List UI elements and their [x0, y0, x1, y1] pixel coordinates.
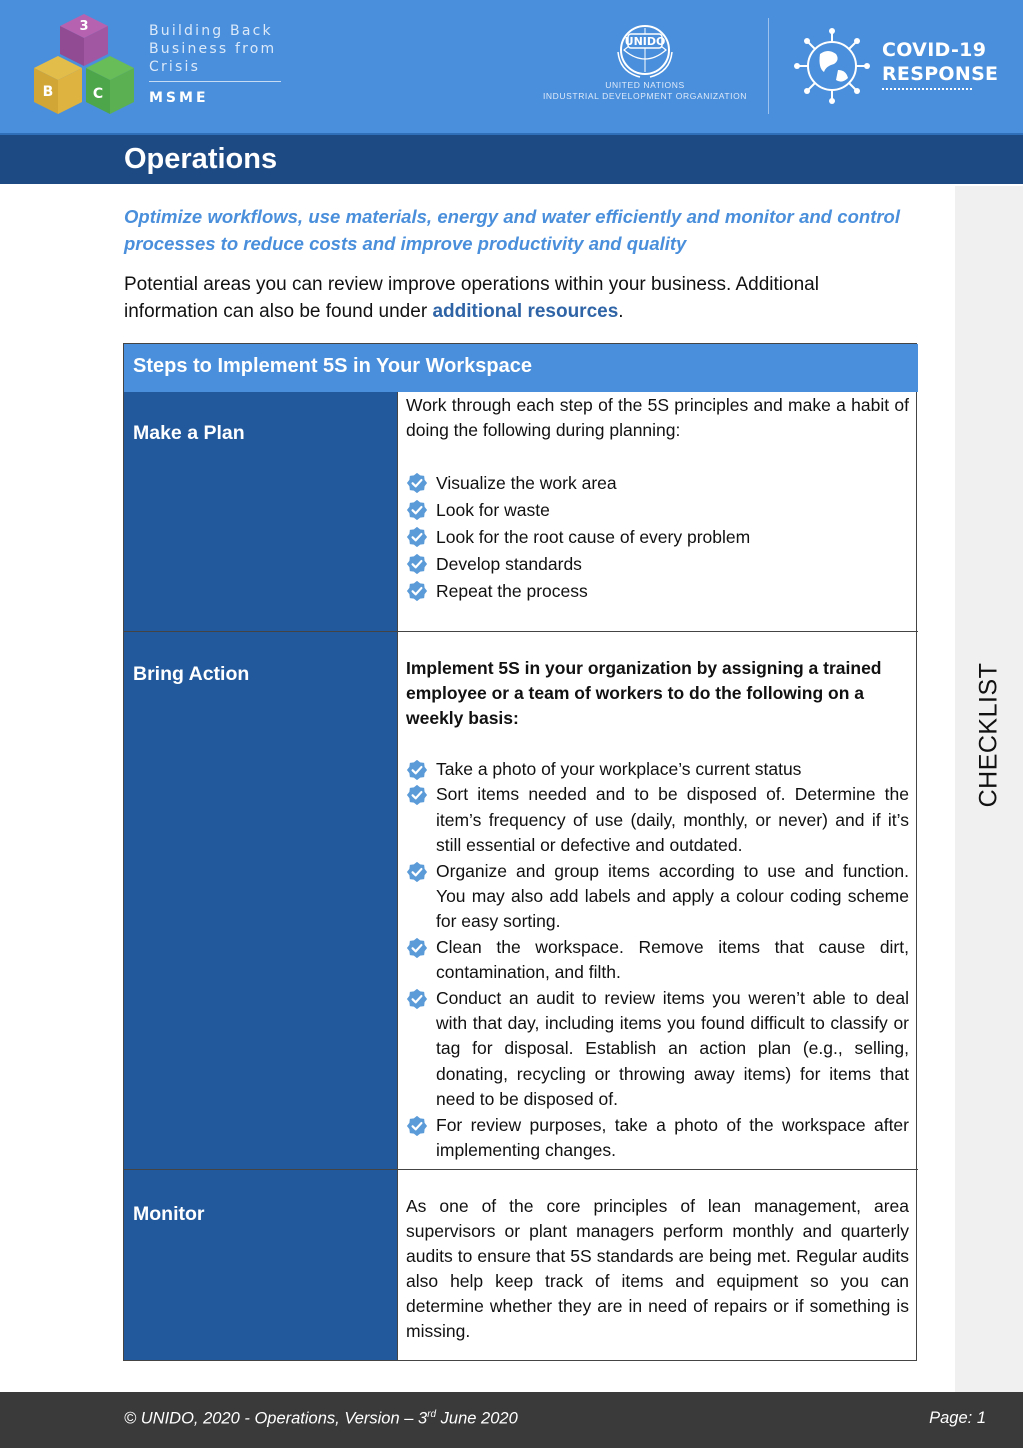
footer-date: June 2020 [436, 1409, 518, 1428]
steps-table [123, 343, 917, 1361]
verified-check-icon [406, 861, 428, 883]
list-item [406, 551, 909, 578]
logo-divider [149, 81, 281, 82]
verified-check-icon [406, 499, 428, 521]
row-content-cell [398, 1170, 918, 1360]
verified-check-icon [406, 553, 428, 575]
list-item-text: Visualize the work area [436, 473, 617, 493]
list-item-text: Clean the workspace. Remove items that cause dirt, contamination, and filth. [436, 936, 909, 983]
verified-check-icon [406, 937, 428, 959]
page-footer [0, 1392, 1023, 1448]
verified-check-icon [406, 1115, 428, 1137]
list-item-text: Sort items needed and to be disposed of. Determine the item’s frequency of use (daily, monthly, or never) and if it’s still essential or defective and outdated. [436, 784, 909, 856]
covid-underline [882, 88, 972, 90]
list-item [406, 1113, 909, 1164]
list-item-text: For review purposes, take a photo of the workspace after implementing changes. [436, 1114, 909, 1161]
checklist [406, 757, 909, 1164]
row-label: Bring Action [133, 663, 250, 685]
unido-emblem [610, 22, 680, 80]
covid-globe-emblem [790, 24, 874, 108]
list-item [406, 470, 909, 497]
page-title: Operations [124, 143, 278, 175]
table-heading [124, 344, 918, 392]
logo-line: Building Back [149, 23, 273, 39]
svg-text:B: B [42, 84, 54, 100]
row-content-cell [398, 392, 918, 631]
intro-text-end: . [618, 301, 624, 322]
table-row [124, 631, 918, 1169]
unido-line-1: UNITED NATIONS [605, 80, 685, 90]
list-item-text: Take a photo of your workplace’s current status [436, 759, 802, 779]
list-item [406, 782, 909, 858]
row-intro: Work through each step of the 5S principles and make a habit of doing the following during planning: [406, 395, 909, 440]
footer-ordinal: rd [427, 1409, 437, 1420]
svg-text:UNIDO: UNIDO [624, 35, 666, 48]
row-label: Monitor [133, 1203, 205, 1225]
logo-wordmark [149, 22, 284, 106]
title-band [0, 135, 1023, 184]
list-item [406, 986, 909, 1113]
list-item [406, 497, 909, 524]
svg-text:C: C [92, 86, 104, 102]
unido-logo [540, 22, 750, 102]
table-row [124, 1169, 918, 1360]
row-content-cell [398, 632, 918, 1169]
row-label-cell [124, 632, 398, 1169]
list-item [406, 578, 909, 605]
list-item [406, 935, 909, 986]
list-item-text: Develop standards [436, 554, 582, 574]
list-item-text: Conduct an audit to review items you weren’t able to deal with that day, including items you found difficult to classify or tag for disposal. Establish an action plan (e.g., selling, donating, recycling or throwing away items) for items that need to be disposed of. [436, 987, 909, 1110]
row-label-cell [124, 1170, 398, 1360]
covid-response-label [882, 38, 998, 90]
row-label-cell [124, 392, 398, 631]
list-item [406, 757, 909, 782]
list-item-text: Repeat the process [436, 581, 588, 601]
additional-resources-link[interactable]: additional resources [432, 301, 619, 322]
logo-line: Crisis [149, 59, 201, 75]
list-item-text: Look for waste [436, 500, 550, 520]
row-label: Make a Plan [133, 422, 245, 444]
logo-line: Business from [149, 41, 277, 57]
header-divider [768, 18, 769, 114]
intro-paragraph [124, 271, 904, 325]
footer-copyright-text: © UNIDO, 2020 - Operations, Version – 3 [124, 1409, 428, 1428]
covid-line-2: RESPONSE [882, 63, 999, 85]
checklist-side-label: CHECKLIST [974, 662, 1003, 808]
logo-msme: MSME [149, 90, 209, 106]
table-heading-text: Steps to Implement 5S in Your Workspace [133, 355, 532, 377]
row-text: As one of the core principles of lean management, area supervisors or plant managers perform monthly and quarterly audits to ensure that 5S standards are being met. Regular audits also help keep track of items and equipment so you can determine whether they are in need of repairs or if something is missing. [406, 1196, 909, 1341]
intro-text: Potential areas you can review improve operations within your business. Additional information can also be found under [124, 274, 819, 322]
unido-line-2: INDUSTRIAL DEVELOPMENT ORGANIZATION [542, 91, 748, 101]
list-item-text: Organize and group items according to use and function. You may also add labels and apply a colour coding scheme for easy sorting. [436, 860, 909, 932]
list-item [406, 524, 909, 551]
covid-line-1: COVID-19 [882, 39, 987, 61]
intro-highlight: Optimize workflows, use materials, energy and water efficiently and monitor and control processes to reduce costs and improve productivity and quality [124, 206, 900, 254]
checklist [406, 470, 909, 605]
list-item [406, 859, 909, 935]
verified-check-icon [406, 526, 428, 548]
verified-check-icon [406, 784, 428, 806]
verified-check-icon [406, 580, 428, 602]
page-number: Page: 1 [929, 1409, 986, 1427]
list-item-text: Look for the root cause of every problem [436, 527, 751, 547]
table-row [124, 392, 918, 631]
page-header [0, 0, 1023, 135]
verified-check-icon [406, 759, 428, 781]
verified-check-icon [406, 472, 428, 494]
bbbc-cube-logo [26, 10, 142, 126]
svg-text:3: 3 [79, 19, 89, 34]
verified-check-icon [406, 988, 428, 1010]
row-intro: Implement 5S in your organization by assigning a trained employee or a team of workers to do the following on a weekly basis: [406, 658, 882, 728]
footer-copyright [124, 1409, 518, 1429]
